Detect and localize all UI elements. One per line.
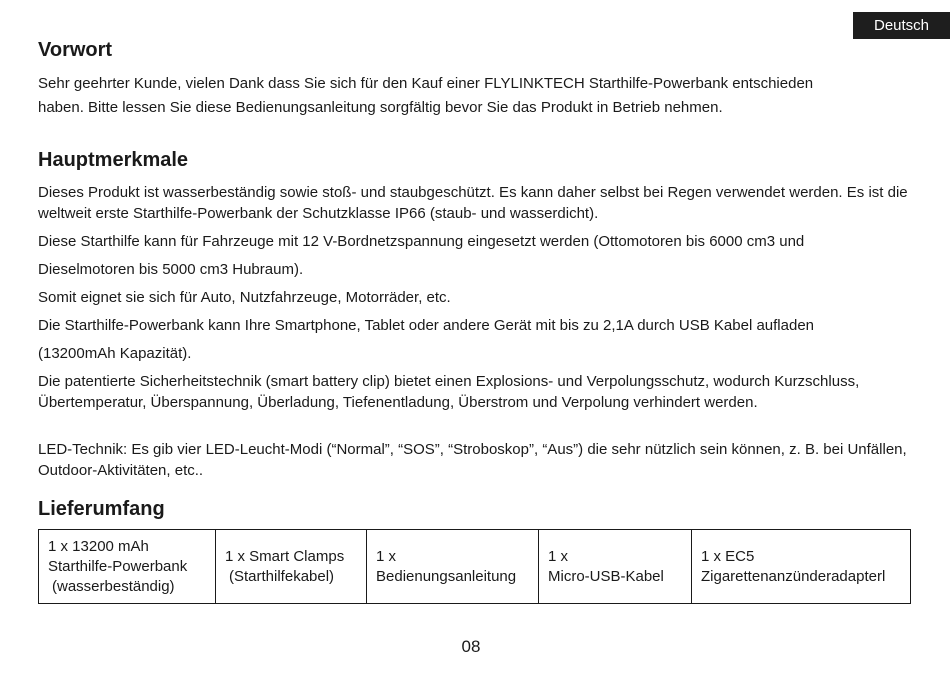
language-tab: Deutsch <box>853 12 950 39</box>
cell-line: 1 x 13200 mAh <box>48 537 149 555</box>
foreword-line-1: Sehr geehrter Kunde, vielen Dank dass Sie sich für den Kauf einer FLYLINKTECH Starthilfe-Powerbank entschieden <box>38 75 814 92</box>
table-cell-powerbank <box>39 530 216 604</box>
features-paragraph-5: Die patentierte Sicherheitstechnik (smart battery clip) bietet einen Explosions- und Verpolungsschutz, wodurch Kurzschluss, Übertemperatur, Überspannung, Überladung, Tiefenentladung, Überstrom und Verpolung verhindert werden. <box>38 373 860 411</box>
cell-line: 1 x <box>548 547 569 565</box>
foreword-line-2: haben. Bitte lessen Sie diese Bedienungsanleitung sorgfältig bevor Sie das Produkt in Betrieb nehmen. <box>38 99 723 116</box>
cell-line: Zigarettenanzünderadapterl <box>701 567 886 585</box>
table-cell-manual <box>367 530 539 604</box>
page-number: 08 <box>461 637 481 656</box>
features-paragraph-2-line-2: Dieselmotoren bis 5000 cm3 Hubraum). <box>38 261 304 278</box>
table-row <box>39 530 911 604</box>
features-paragraph-2-line-1: Diese Starthilfe kann für Fahrzeuge mit 12 V-Bordnetzspannung eingesetzt werden (Ottomotoren bis 6000 cm3 und <box>38 233 805 250</box>
features-paragraph-1: Dieses Produkt ist wasserbeständig sowie stoß- und staubgeschützt. Es kann daher selbst bei Regen verwendet werden. Es ist die weltweit erste Starthilfe-Powerbank der Schutzklasse IP66 (staub- und wasserdicht). <box>38 184 908 222</box>
cell-line: Micro-USB-Kabel <box>548 567 664 585</box>
features-paragraph-4-line-2: (13200mAh Kapazität). <box>38 345 192 362</box>
features-paragraph-6: LED-Technik: Es gib vier LED-Leucht-Modi (“Normal”, “SOS”, “Stroboskop”, “Aus”) die sehr nützlich sein können, z. B. bei Unfällen, Outdoor-Aktivitäten, etc.. <box>38 441 907 479</box>
features-paragraph-4-line-1: Die Starthilfe-Powerbank kann Ihre Smartphone, Tablet oder andere Gerät mit bis zu 2,1A durch USB Kabel aufladen <box>38 317 815 334</box>
cell-line: 1 x <box>376 547 397 565</box>
cell-line: Bedienungsanleitung <box>376 567 517 585</box>
cell-line: (wasserbeständig) <box>52 577 175 595</box>
cell-line: Starthilfe-Powerbank <box>48 557 188 575</box>
foreword-heading: Vorwort <box>38 39 113 61</box>
features-paragraph-3: Somit eignet sie sich für Auto, Nutzfahrzeuge, Motorräder, etc. <box>38 289 451 306</box>
cell-line: (Starthilfekabel) <box>229 567 335 585</box>
table-cell-adapter <box>692 530 911 604</box>
table-cell-clamps <box>216 530 367 604</box>
cell-line: 1 x EC5 <box>701 547 755 565</box>
cell-line: 1 x Smart Clamps <box>225 547 345 565</box>
scope-heading: Lieferumfang <box>38 498 165 520</box>
features-heading: Hauptmerkmale <box>38 149 189 171</box>
table-cell-usb-cable <box>539 530 692 604</box>
scope-table <box>38 529 911 604</box>
